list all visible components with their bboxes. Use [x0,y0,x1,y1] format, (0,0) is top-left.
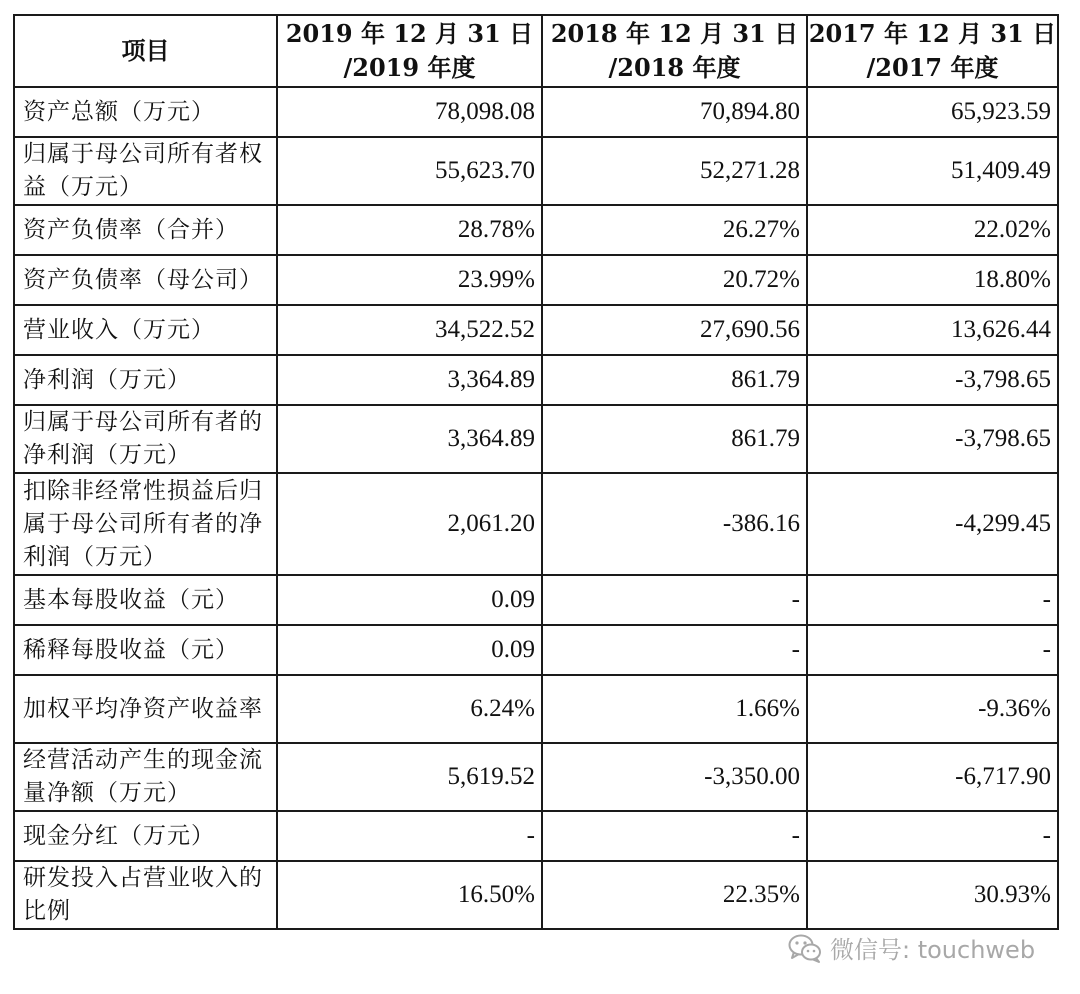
row-label: 净利润（万元） [14,355,277,405]
value-2018: 20.72% [542,255,807,305]
table-row [14,137,1058,205]
value-2017: -6,717.90 [807,743,1058,811]
table-row [14,473,1058,575]
value-2017: 30.93% [807,861,1058,929]
value-2019: 5,619.52 [277,743,542,811]
table-row [14,305,1058,355]
value-2018: 861.79 [542,405,807,473]
table-row [14,861,1058,929]
value-2017: - [807,811,1058,861]
table-row [14,205,1058,255]
value-2019: 0.09 [277,625,542,675]
value-2019: 55,623.70 [277,137,542,205]
value-2018: 27,690.56 [542,305,807,355]
value-2019: 2,061.20 [277,473,542,575]
value-2018: -386.16 [542,473,807,575]
header-item [14,15,277,87]
value-2019: - [277,811,542,861]
header-2018 [542,15,807,87]
value-2018: - [542,575,807,625]
table-row [14,355,1058,405]
value-2018: 22.35% [542,861,807,929]
value-2018: 52,271.28 [542,137,807,205]
table-row [14,255,1058,305]
value-2019: 78,098.08 [277,87,542,137]
row-label: 稀释每股收益（元） [14,625,277,675]
value-2017: -3,798.65 [807,355,1058,405]
wechat-icon [788,933,822,963]
value-2017: -9.36% [807,675,1058,743]
value-2018: 70,894.80 [542,87,807,137]
value-2019: 3,364.89 [277,355,542,405]
header-2019-year: /2019 年度 [343,53,476,82]
header-2017-year: /2017 年度 [866,53,999,82]
row-label: 资产总额（万元） [14,87,277,137]
table-row [14,405,1058,473]
row-label: 基本每股收益（元） [14,575,277,625]
row-label: 归属于母公司所有者的净利润（万元） [14,405,277,473]
value-2017: 22.02% [807,205,1058,255]
header-2018-year: /2018 年度 [608,53,741,82]
table-row [14,575,1058,625]
header-2019-date: 2019 年 12 月 31 日 [285,19,534,48]
value-2018: -3,350.00 [542,743,807,811]
value-2019: 28.78% [277,205,542,255]
value-2019: 34,522.52 [277,305,542,355]
value-2019: 23.99% [277,255,542,305]
value-2017: 18.80% [807,255,1058,305]
header-item-line: 项目 [121,36,170,65]
value-2018: 861.79 [542,355,807,405]
value-2018: - [542,811,807,861]
header-2019 [277,15,542,87]
value-2017: -3,798.65 [807,405,1058,473]
table-row [14,743,1058,811]
value-2019: 0.09 [277,575,542,625]
value-2018: 26.27% [542,205,807,255]
row-label: 现金分红（万元） [14,811,277,861]
watermark [788,930,1035,965]
value-2019: 16.50% [277,861,542,929]
value-2019: 3,364.89 [277,405,542,473]
row-label: 资产负债率（母公司） [14,255,277,305]
table-body [14,87,1058,929]
value-2018: 1.66% [542,675,807,743]
value-2018: - [542,625,807,675]
header-2017-date: 2017 年 12 月 31 日 [808,19,1057,48]
row-label: 研发投入占营业收入的比例 [14,861,277,929]
value-2017: - [807,625,1058,675]
row-label: 归属于母公司所有者权益（万元） [14,137,277,205]
table-row [14,625,1058,675]
row-label: 加权平均净资产收益率 [14,675,277,743]
table-row [14,87,1058,137]
row-label: 营业收入（万元） [14,305,277,355]
value-2017: -4,299.45 [807,473,1058,575]
row-label: 资产负债率（合并） [14,205,277,255]
header-2017 [807,15,1058,87]
table-row [14,675,1058,743]
row-label: 经营活动产生的现金流量净额（万元） [14,743,277,811]
watermark-text: 微信号: touchweb [830,936,1036,964]
value-2017: 13,626.44 [807,305,1058,355]
value-2019: 6.24% [277,675,542,743]
financial-summary-table [13,14,1059,930]
header-2018-date: 2018 年 12 月 31 日 [550,19,799,48]
value-2017: 51,409.49 [807,137,1058,205]
table-row [14,811,1058,861]
value-2017: 65,923.59 [807,87,1058,137]
table-header-row [14,15,1058,87]
row-label: 扣除非经常性损益后归属于母公司所有者的净利润（万元） [14,473,277,575]
value-2017: - [807,575,1058,625]
